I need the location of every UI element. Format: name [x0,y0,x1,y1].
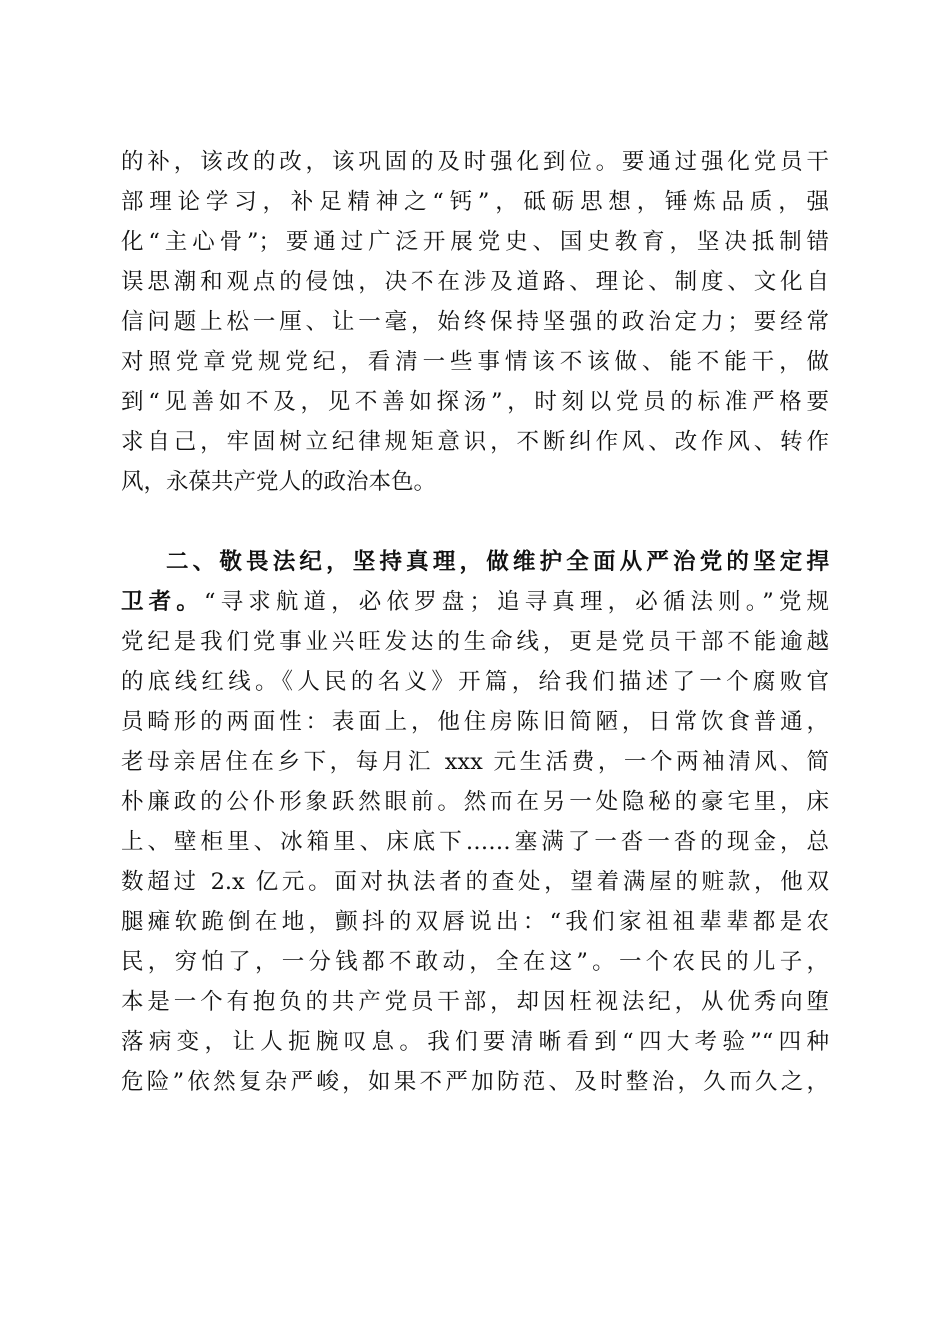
text-line: 的补，该改的改，该巩固的及时强化到位。要通过强化党员干 [121,149,829,175]
text-line: 部理论学习，补足精神之“钙”，砥砺思想，锤炼品质，强 [121,189,829,215]
text-line: 化“主心骨”；要通过广泛开展党史、国史教育，坚决抵制错 [121,229,829,255]
paragraph-continuation [121,142,829,502]
text-line [121,582,829,622]
quote-text: “寻求航道，必依罗盘；追寻真理，必循法则。”党规 [203,589,829,615]
text-line: 党纪是我们党事业兴旺发达的生命线，更是党员干部不能逾越 [121,629,829,655]
text-line: 数超过 2.x 亿元。面对执法者的查处，望着满屋的赃款，他双 [121,869,829,895]
text-line: 对照党章党规党纪，看清一些事情该不该做、能不能干，做 [121,349,829,375]
text-line: 上、壁柜里、冰箱里、床底下……塞满了一沓一沓的现金，总 [121,829,829,855]
text-line: 到“见善如不及，见不善如探汤”，时刻以党员的标准严格要 [121,389,829,415]
text-line: 求自己，牢固树立纪律规矩意识，不断纠作风、改作风、转作 [121,429,829,455]
text-line: 老母亲居住在乡下，每月汇 xxx 元生活费，一个两袖清风、简 [121,749,829,775]
text-line: 本是一个有抱负的共产党员干部，却因枉视法纪，从优秀向堕 [121,989,829,1015]
section-heading-end: 卫者。 [121,589,204,615]
text-line: 民，穷怕了，一分钱都不敢动，全在这”。一个农民的儿子， [121,949,829,975]
section-heading: 二、敬畏法纪，坚持真理，做维护全面从严治党的坚定捍 [166,549,829,575]
text-line: 的底线红线。《人民的名义》开篇，给我们描述了一个腐败官 [121,669,829,695]
text-line: 信问题上松一厘、让一毫，始终保持坚强的政治定力；要经常 [121,309,829,335]
text-line: 员畸形的两面性：表面上，他住房陈旧简陋，日常饮食普通， [121,709,829,735]
text-line: 风，永葆共产党人的政治本色。 [121,469,437,495]
text-line: 落病变，让人扼腕叹息。我们要清晰看到“四大考验”“四种 [121,1029,829,1055]
text-line: 朴廉政的公仆形象跃然眼前。然而在另一处隐秘的豪宅里，床 [121,789,829,815]
text-line: 腿瘫软跪倒在地，颤抖的双唇说出：“我们家祖祖辈辈都是农 [121,909,829,935]
paragraph-section-two [121,542,829,1102]
text-line: 危险”依然复杂严峻，如果不严加防范、及时整治，久而久之， [121,1069,829,1095]
text-line: 误思潮和观点的侵蚀，决不在涉及道路、理论、制度、文化自 [121,269,829,295]
